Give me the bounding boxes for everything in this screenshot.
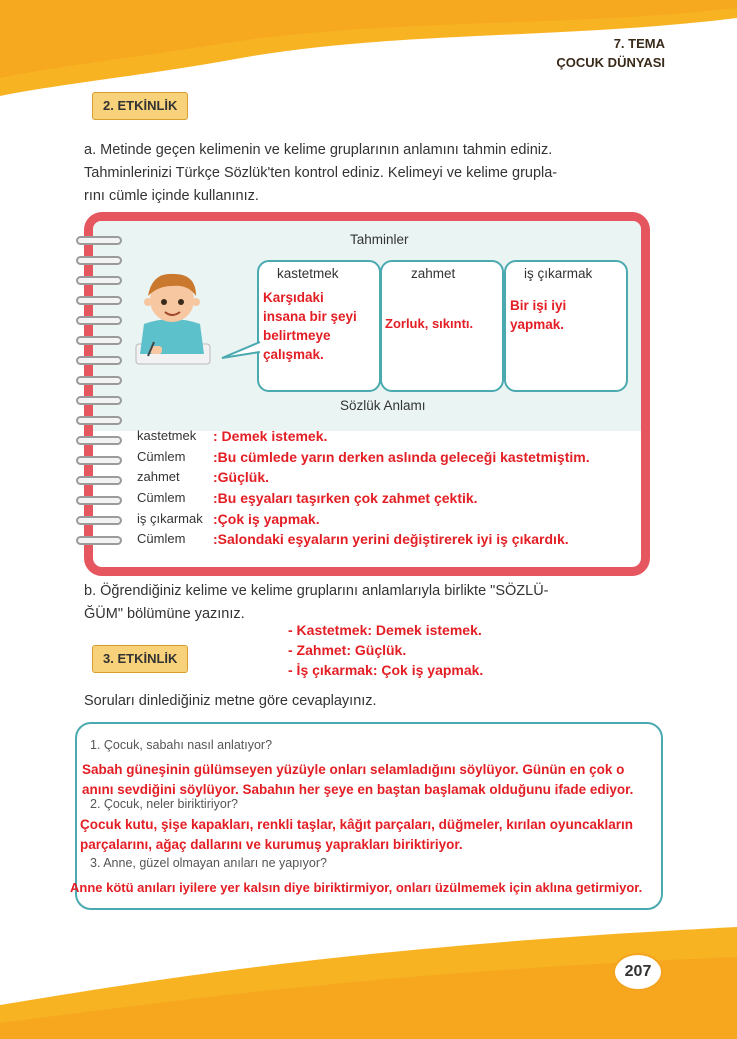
bubble-answer <box>263 288 375 364</box>
answer-line: - İş çıkarmak: Çok iş yapmak. <box>288 662 484 678</box>
activity-2-instruction <box>84 139 654 208</box>
row-label: kastetmek <box>137 428 197 443</box>
answer-line: anını sevdiğini söylüyor. Sabahın her şeye en baştan başlamak olduğunu ifade ediyor. <box>82 782 634 797</box>
answer-line: çalışmak. <box>263 347 324 362</box>
theme-header <box>556 34 665 72</box>
instruction-line: Tahminlerinizi Türkçe Sözlük'ten kontrol ediniz. Kelimeyi ve kelime grupla- <box>84 165 558 181</box>
activity-3-title: 3. ETKİNLİK <box>103 651 178 666</box>
instruction-line: ĞÜM" bölümüne yazınız. <box>84 606 245 622</box>
question: 1. Çocuk, sabahı nasıl anlatıyor? <box>90 738 273 752</box>
row-value: :Bu eşyaları taşırken çok zahmet çektik. <box>213 490 478 506</box>
answer-line: Sabah güneşinin gülümseyen yüzüyle onları selamladığını söylüyor. Günün en çok o <box>82 762 625 777</box>
bubble-word: zahmet <box>411 266 456 281</box>
answer-line: Zorluk, sıkıntı. <box>385 316 474 331</box>
row-label: Cümlem <box>137 490 186 505</box>
row-value: :Bu cümlede yarın derken aslında geleceği kastetmiştim. <box>213 449 590 465</box>
question-answer <box>70 880 642 895</box>
bubble-answer <box>385 314 497 333</box>
activity-3-instruction: Soruları dinlediğiniz metne göre cevaplayınız. <box>84 693 377 709</box>
boy-writing-illustration <box>126 262 218 370</box>
bubble-word: kastetmek <box>277 266 339 281</box>
answer-line: insana bir şeyi <box>263 309 357 324</box>
row-label: Cümlem <box>137 531 186 546</box>
activity-3-banner <box>92 645 188 673</box>
row-value: :Güçlük. <box>213 469 270 485</box>
part-b-answers <box>288 620 483 680</box>
instruction-line: a. Metinde geçen kelimenin ve kelime gruplarının anlamını tahmin ediniz. <box>84 142 553 158</box>
answer-line: - Kastetmek: Demek istemek. <box>288 622 482 638</box>
activity-2-banner <box>92 92 188 120</box>
predictions-heading: Tahminler <box>350 232 409 247</box>
question-answer <box>82 760 633 800</box>
question: 3. Anne, güzel olmayan anıları ne yapıyor? <box>90 856 327 870</box>
instruction-line: rını cümle içinde kullanınız. <box>84 188 259 204</box>
row-label: iş çıkarmak <box>137 511 203 526</box>
bubble-answer <box>510 296 620 334</box>
answer-line: Bir işi iyi <box>510 298 567 313</box>
question-answer <box>80 815 633 855</box>
row-label: zahmet <box>137 469 180 484</box>
bubble-word: iş çıkarmak <box>524 266 593 281</box>
answer-line: parçalarını, ağaç dallarını ve kurumuş yaprakları biriktiriyor. <box>80 837 463 852</box>
question: 2. Çocuk, neler biriktiriyor? <box>90 797 238 811</box>
answer-line: belirtmeye <box>263 328 331 343</box>
page-number: 207 <box>613 953 663 991</box>
instruction-line: b. Öğrendiğiniz kelime ve kelime gruplarını anlamlarıyla birlikte "SÖZLÜ- <box>84 583 549 599</box>
row-value: :Çok iş yapmak. <box>213 511 320 527</box>
row-value: : Demek istemek. <box>213 428 328 444</box>
row-value: :Salondaki eşyaların yerini değiştirerek iyi iş çıkardık. <box>213 531 569 547</box>
answer-line: yapmak. <box>510 317 565 332</box>
theme-title: ÇOCUK DÜNYASI <box>556 55 665 70</box>
activity-2-title: 2. ETKİNLİK <box>103 98 178 113</box>
dictionary-heading: Sözlük Anlamı <box>340 398 426 413</box>
row-label: Cümlem <box>137 449 186 464</box>
answer-line: Anne kötü anıları iyilere yer kalsın diye biriktirmiyor, onları üzülmemek için aklına getirmiyor. <box>70 880 643 895</box>
theme-number: 7. TEMA <box>613 36 665 51</box>
speech-tail <box>220 340 262 364</box>
answer-line: Karşıdaki <box>263 290 324 305</box>
answer-line: - Zahmet: Güçlük. <box>288 642 407 658</box>
answer-line: Çocuk kutu, şişe kapakları, renkli taşlar, kâğıt parçaları, düğmeler, kırılan oyuncakların <box>80 817 633 832</box>
